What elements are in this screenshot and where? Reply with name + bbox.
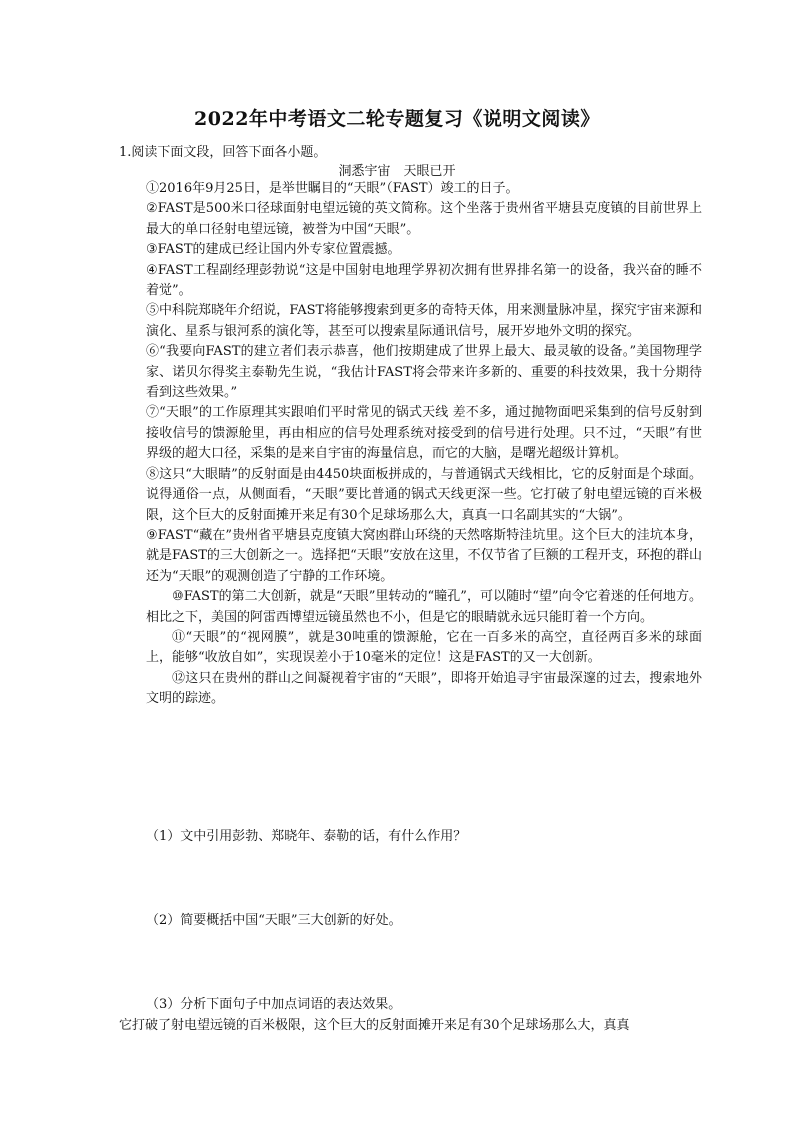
paragraph-10: ⑩FAST的第二大创新，就是“天眼”里转动的“瞳孔”，可以随时“望”向令它着迷的任何地方。相比之下，美国的阿雷西博望远镜虽然也不小，但是它的眼睛就永远只能盯着一个方向。 [146,589,702,625]
paragraph-11: ⑪“天眼”的“视网膜”，就是30吨重的馈源舱，它在一百多米的高空，直径两百多米的球面上，能够“收放自如”，实现误差小于10毫米的定位！这是FAST的又一大创新。 [146,629,702,666]
paragraph-12: ⑫这只在贵州的群山之间凝视着宇宙的“天眼”，即将开始追寻宇宙最深邃的过去，搜索地外文明的踪迹。 [146,670,702,707]
paragraph-2: ②FAST是500米口径球面射电望远镜的英文简称。这个坐落于贵州省平塘县克度镇的目前世界上最大的单口径射电望远镜，被誉为中国“天眼”。 [146,201,702,237]
paragraph-8: ⑧这只“大眼睛”的反射面是由4450块面板拼成的，与普通锅式天线相比，它的反射面是个球面。说得通俗一点，从侧面看，“天眼”要比普通的锅式天线更深一些。它打破了射电望远镜的百米极限，这个巨大的反射面摊开来足有30个足球场那么大，真真一口名副其实的“大锅”。 [146,466,702,523]
question-3-sentence: 它打破了射电望远镜的百米极限，这个巨大的反射面摊开来足有30个足球场那么大，真真 [119,1018,630,1033]
paragraph-5: ⑤中科院郑晓年介绍说，FAST将能够搜索到更多的奇特天体，用来测量脉冲星，探究宇宙来源和演化、星系与银河系的演化等，甚至可以搜索星际通讯信号，展开岁地外文明的探究。 [146,303,702,339]
question-3: （3）分析下面句子中加点词语的表达效果。 [146,997,402,1012]
question-2: （2）简要概括中国“天眼”三大创新的好处。 [146,913,402,928]
paragraph-6: ⑥“我要向FAST的建立者们表示恭喜，他们按期建成了世界上最大、最灵敏的设备。”美国物理学家、诺贝尔得奖主泰勒先生说，“我估计FAST将会带来许多新的、重要的科技效果，我十分期待看到这些效果。” [146,344,702,401]
paragraph-9: ⑨FAST“藏在”贵州省平塘县克度镇大窝凼群山环绕的天然喀斯特洼坑里。这个巨大的洼坑本身，就是FAST的三大创新之一。选择把“天眼”安放在这里，不仅节省了巨额的工程开支，环抱的群山还为“天眼”的观测创造了宁静的工作环境。 [146,527,702,584]
paragraph-4: ④FAST工程副经理彭勃说“这是中国射电地理学界初次拥有世界排名第一的设备，我兴奋的睡不着觉”。 [146,262,702,299]
paragraph-7: ⑦“天眼”的工作原理其实跟咱们平时常见的锅式天线 差不多，通过抛物面吧采集到的信号反射到接收信号的馈源舱里，再由相应的信号处理系统对接受到的信号进行处理。只不过，“天眼”有世界级的超大口径，采集的是来自宇宙的海量信息，而它的大脑，是曙光超级计算机。 [146,405,702,462]
question-intro: 1.阅读下面文段，回答下面各小题。 [119,145,327,160]
paragraph-1: ①2016年9月25日，是举世瞩目的“天眼”（FAST）竣工的日子。 [146,181,519,196]
question-1: （1）文中引用彭勃、郑晓年、泰勒的话，有什么作用？ [146,829,467,844]
page-title: 2022年中考语文二轮专题复习《说明文阅读》 [194,108,600,130]
article-body [146,179,702,710]
article-title: 洞悉宇宙 天眼已开 [338,164,456,179]
paragraph-3: ③FAST的建成已经让国内外专家位置震撼。 [146,242,401,258]
